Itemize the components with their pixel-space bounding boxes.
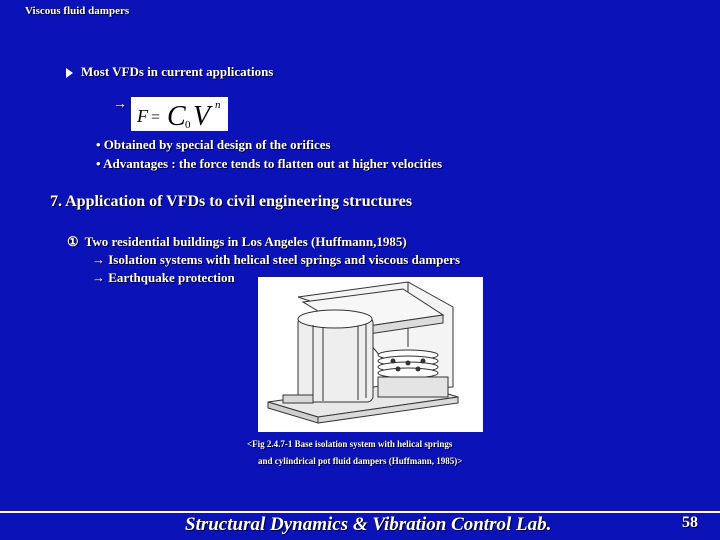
formula-arrow: → <box>113 97 127 112</box>
formula-equals: = <box>151 109 161 126</box>
item-residential-buildings <box>67 234 407 250</box>
formula-image <box>131 97 228 131</box>
slide-header: Viscous fluid dampers <box>25 5 130 17</box>
formula-box <box>131 97 228 131</box>
arrow-item-earthquake: → Earthquake protection <box>92 270 235 285</box>
arrow-item-isolation: → Isolation systems with helical steel springs and viscous dampers <box>92 252 460 267</box>
footer-lab-name: Structural Dynamics & Vibration Control Lab. <box>185 514 552 535</box>
figure-caption-line-1: <Fig 2.4.7-1 Base isolation system with helical springs <box>247 439 453 449</box>
figure-base-isolation-system <box>258 277 483 432</box>
section-title: 7. Application of VFDs to civil engineering structures <box>50 193 413 210</box>
item-number: ① <box>67 234 79 249</box>
main-bullet-text: Most VFDs in current applications <box>81 64 274 79</box>
sub-bullet-advantages: • Advantages : the force tends to flatten out at higher velocities <box>96 156 442 171</box>
triangle-bullet-icon <box>66 68 73 78</box>
formula-exponent: n <box>215 99 221 111</box>
formula-v: V <box>193 101 211 131</box>
item-text: Two residential buildings in Los Angeles (Huffmann,1985) <box>84 234 407 249</box>
footer-divider <box>0 511 720 513</box>
figure-caption-line-2: and cylindrical pot fluid dampers (Huffmann, 1985)> <box>258 456 463 466</box>
main-bullet <box>66 64 273 80</box>
sub-bullet-orifices: • Obtained by special design of the orifices <box>96 137 331 152</box>
figure-drawing <box>258 277 483 432</box>
page-number: 58 <box>682 514 698 531</box>
spring-stack <box>378 350 438 378</box>
formula-subscript: 0 <box>185 119 191 131</box>
formula-c: C <box>167 101 186 131</box>
formula-f: F <box>137 106 148 126</box>
